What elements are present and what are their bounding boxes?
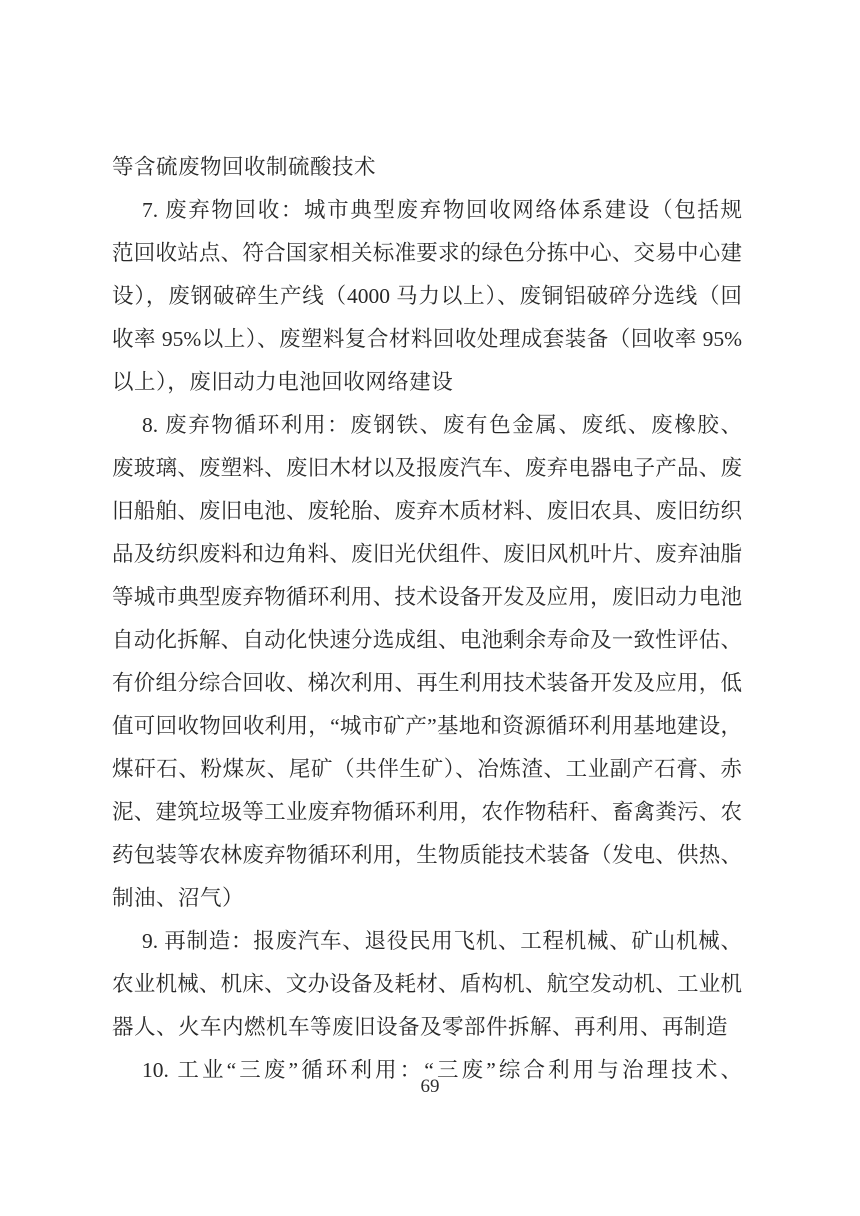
text-line: 值可回收物回收利用，“城市矿产”基地和资源循环利用基地建设， — [112, 714, 742, 738]
text-line: 废玻璃、废塑料、废旧木材以及报废汽车、废弃电器电子产品、废 — [112, 456, 742, 480]
text-line: 7. 废弃物回收：城市典型废弃物回收网络体系建设（包括规 — [142, 198, 742, 222]
text-line: 10. 工业“三废”循环利用：“三废”综合利用与治理技术、 — [142, 1058, 742, 1082]
text-line: 以上），废旧动力电池回收网络建设 — [112, 370, 454, 394]
text-line: 有价组分综合回收、梯次利用、再生利用技术装备开发及应用，低 — [112, 671, 742, 695]
page-number: 69 — [420, 1076, 440, 1097]
text-line: 制油、沼气） — [112, 886, 245, 910]
text-line: 旧船舶、废旧电池、废轮胎、废弃木质材料、废旧农具、废旧纺织 — [112, 499, 742, 523]
document-body — [112, 146, 742, 1092]
text-line: 煤矸石、粉煤灰、尾矿（共伴生矿）、冶炼渣、工业副产石膏、赤 — [112, 757, 742, 781]
text-line: 农业机械、机床、文办设备及耗材、盾构机、航空发动机、工业机 — [112, 972, 742, 996]
text-line: 等城市典型废弃物循环利用、技术设备开发及应用，废旧动力电池 — [112, 585, 742, 609]
text-line: 等含硫废物回收制硫酸技术 — [112, 155, 377, 179]
text-line: 品及纺织废料和边角料、废旧光伏组件、废旧风机叶片、废弃油脂 — [112, 542, 742, 566]
text-line: 范回收站点、符合国家相关标准要求的绿色分拣中心、交易中心建 — [112, 241, 742, 265]
text-line: 8. 废弃物循环利用：废钢铁、废有色金属、废纸、废橡胶、 — [142, 413, 742, 437]
text-line: 设），废钢破碎生产线（4000 马力以上）、废铜铝破碎分选线（回 — [112, 284, 742, 308]
text-line: 9. 再制造：报废汽车、退役民用飞机、工程机械、矿山机械、 — [142, 929, 742, 953]
text-line: 自动化拆解、自动化快速分选成组、电池剩余寿命及一致性评估、 — [112, 628, 742, 652]
text-line: 药包装等农林废弃物循环利用，生物质能技术装备（发电、供热、 — [112, 843, 742, 867]
text-line: 收率 95%以上）、废塑料复合材料回收处理成套装备（回收率 95% — [112, 327, 742, 351]
text-line: 器人、火车内燃机车等废旧设备及零部件拆解、再利用、再制造 — [112, 1015, 729, 1039]
text-line: 泥、建筑垃圾等工业废弃物循环利用，农作物秸秆、畜禽粪污、农 — [112, 800, 742, 824]
